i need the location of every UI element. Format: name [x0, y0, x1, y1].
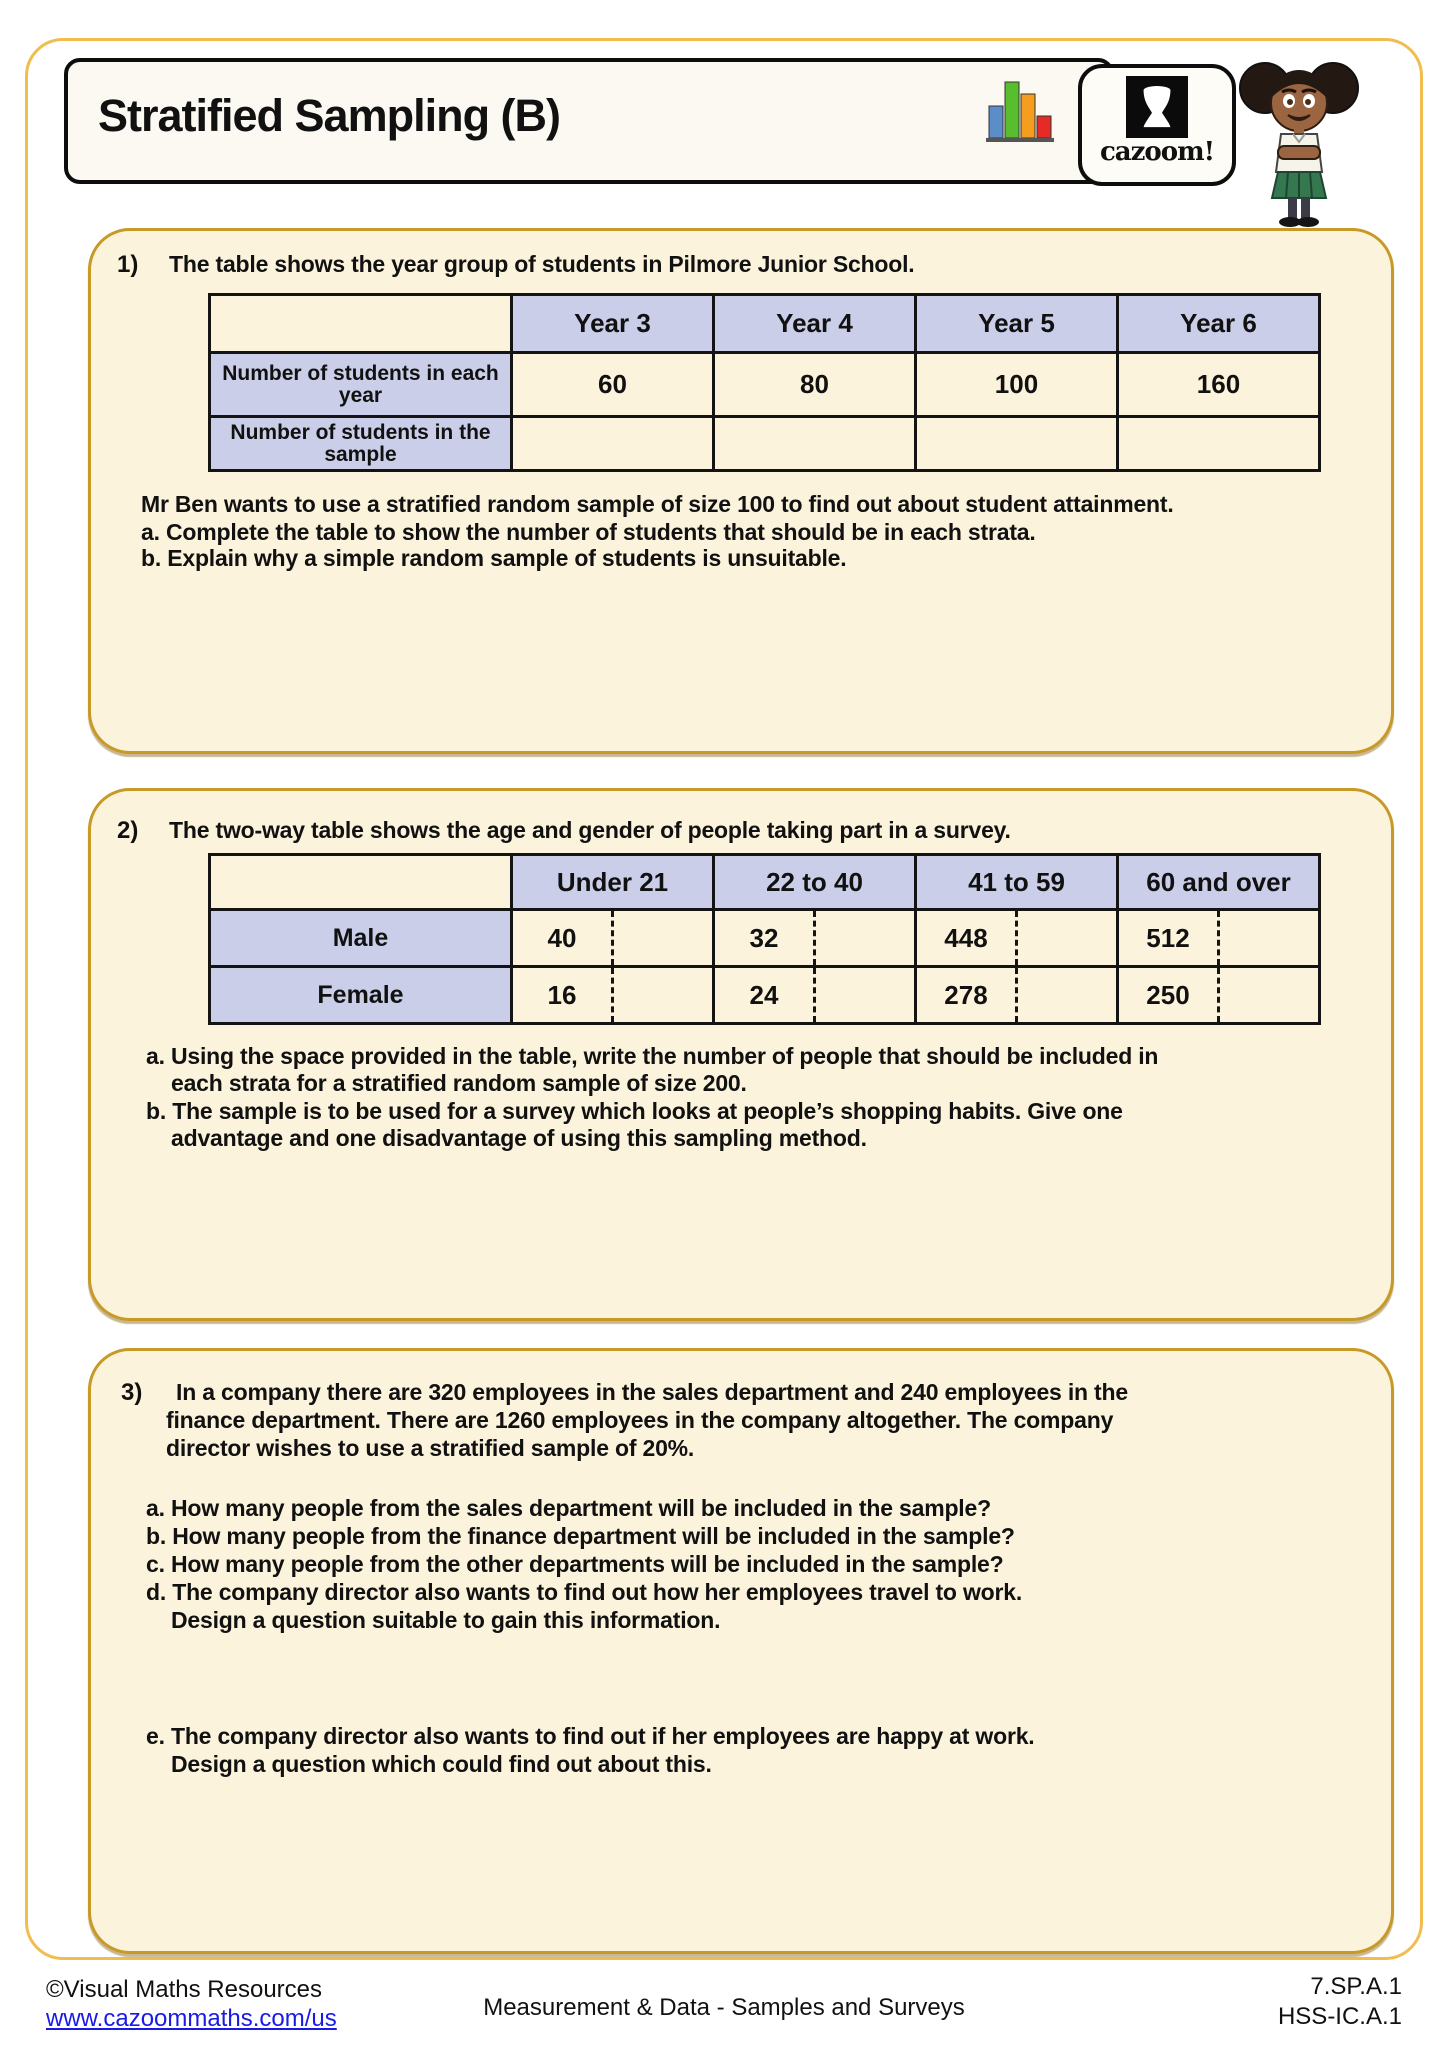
table-cell-split	[1118, 967, 1320, 1024]
question-3-item-c: c. How many people from the other departments will be included in the sample?	[146, 1551, 1004, 1577]
table-cell-split	[512, 910, 714, 967]
table-cell: 60	[512, 353, 714, 417]
table-cell: 100	[916, 353, 1118, 417]
cell-value: 512	[1146, 922, 1190, 953]
column-header: Year 3	[512, 295, 714, 353]
answer-space-blank	[1217, 968, 1318, 1022]
question-3-item-b: b. How many people from the finance department will be included in the sample?	[146, 1523, 1015, 1549]
answer-cell-blank	[916, 417, 1118, 471]
table-cell: 80	[714, 353, 916, 417]
question-2-heading: The two-way table shows the age and gender of people taking part in a survey.	[169, 817, 1011, 843]
table-corner-cell	[210, 855, 512, 910]
answer-cell-blank	[512, 417, 714, 471]
cazoom-logo	[1078, 64, 1236, 186]
question-3-number: 3)	[121, 1379, 143, 1406]
column-header: Year 6	[1118, 295, 1320, 353]
table-cell-split	[916, 967, 1118, 1024]
question-2-item-b-line1: b. The sample is to be used for a survey which looks at people’s shopping habits. Give one	[146, 1098, 1123, 1124]
bar-chart-icon	[986, 78, 1056, 146]
table-cell-split	[714, 910, 916, 967]
cell-value: 24	[749, 979, 779, 1010]
cell-value: 278	[944, 979, 988, 1010]
question-1-heading: The table shows the year group of students in Pilmore Junior School.	[169, 251, 915, 277]
footer-topic: Measurement & Data - Samples and Surveys	[483, 1994, 965, 2021]
row-header: Number of students in the sample	[210, 417, 512, 471]
table-cell-split	[1118, 910, 1320, 967]
answer-cell-blank	[714, 417, 916, 471]
table-corner-cell	[210, 295, 512, 353]
answer-space-blank	[813, 968, 914, 1022]
cell-value: 448	[944, 922, 988, 953]
question-3-intro-line3: director wishes to use a stratified sample of 20%.	[166, 1435, 695, 1461]
question-3-item-e-line2: Design a question which could find out about this.	[171, 1751, 712, 1777]
footer-standards	[1278, 1972, 1402, 2032]
cazoom-logo-text: cazoom!	[1099, 137, 1215, 167]
question-2-item-b-line2: advantage and one disadvantage of using this sampling method.	[171, 1125, 867, 1151]
cell-value: 250	[1146, 979, 1190, 1010]
question-1-number: 1)	[117, 251, 139, 278]
table-cell-split	[714, 967, 916, 1024]
question-3-intro-line1: In a company there are 320 employees in the sales department and 240 employees in the	[176, 1379, 1128, 1405]
table-cell: 160	[1118, 353, 1320, 417]
answer-space-blank	[611, 968, 712, 1022]
column-header: 41 to 59	[916, 855, 1118, 910]
cazoommaths-link[interactable]: www.cazoommaths.com/us	[46, 2005, 337, 2032]
question-1-body: Mr Ben wants to use a stratified random sample of size 100 to find out about student attainment.	[141, 491, 1174, 517]
column-header: 22 to 40	[714, 855, 916, 910]
question-1-item-b: b. Explain why a simple random sample of students is unsuitable.	[141, 545, 847, 571]
question-2-table	[208, 853, 1321, 1025]
row-header: Male	[210, 910, 512, 967]
cell-value: 16	[547, 979, 577, 1010]
question-3-item-d-line1: d. The company director also wants to find out how her employees travel to work.	[146, 1579, 1023, 1605]
question-1-table	[208, 293, 1321, 472]
student-character-illustration	[1238, 48, 1360, 228]
title-box	[64, 58, 1114, 184]
answer-space-blank	[1217, 911, 1318, 965]
question-1-item-a: a. Complete the table to show the number of students that should be in each strata.	[141, 519, 1036, 545]
answer-space-blank	[813, 911, 914, 965]
cell-value: 40	[547, 922, 577, 953]
answer-space-blank	[1015, 911, 1116, 965]
question-3-intro-line2: finance department. There are 1260 employees in the company altogether. The company	[166, 1407, 1114, 1433]
column-header: Under 21	[512, 855, 714, 910]
cell-value: 32	[749, 922, 779, 953]
row-header: Number of students in each year	[210, 353, 512, 417]
question-2-number: 2)	[117, 817, 139, 844]
standard-code-2: HSS-IC.A.1	[1277, 2003, 1402, 2030]
cazoom-goblet-icon	[1126, 76, 1188, 138]
answer-cell-blank	[1118, 417, 1320, 471]
copyright-text: ©Visual Maths Resources	[46, 1976, 323, 2003]
column-header: Year 5	[916, 295, 1118, 353]
column-header: Year 4	[714, 295, 916, 353]
question-2-box	[88, 788, 1394, 1321]
question-2-item-a-line2: each strata for a stratified random sample of size 200.	[171, 1070, 747, 1096]
question-2-item-a-line1: a. Using the space provided in the table, write the number of people that should be included in	[146, 1043, 1159, 1069]
answer-space-blank	[1015, 968, 1116, 1022]
question-3-box	[88, 1348, 1394, 1954]
answer-space-blank	[611, 911, 712, 965]
question-3-item-d-line2: Design a question suitable to gain this information.	[171, 1607, 721, 1633]
row-header: Female	[210, 967, 512, 1024]
standard-code-1: 7.SP.A.1	[1310, 1973, 1402, 2000]
column-header: 60 and over	[1118, 855, 1320, 910]
question-3-item-a: a. How many people from the sales department will be included in the sample?	[146, 1495, 991, 1521]
table-cell-split	[512, 967, 714, 1024]
page-title: Stratified Sampling (B)	[98, 90, 561, 141]
table-cell-split	[916, 910, 1118, 967]
question-3-item-e-line1: e. The company director also wants to find out if her employees are happy at work.	[146, 1723, 1035, 1749]
question-1-box	[88, 228, 1394, 754]
